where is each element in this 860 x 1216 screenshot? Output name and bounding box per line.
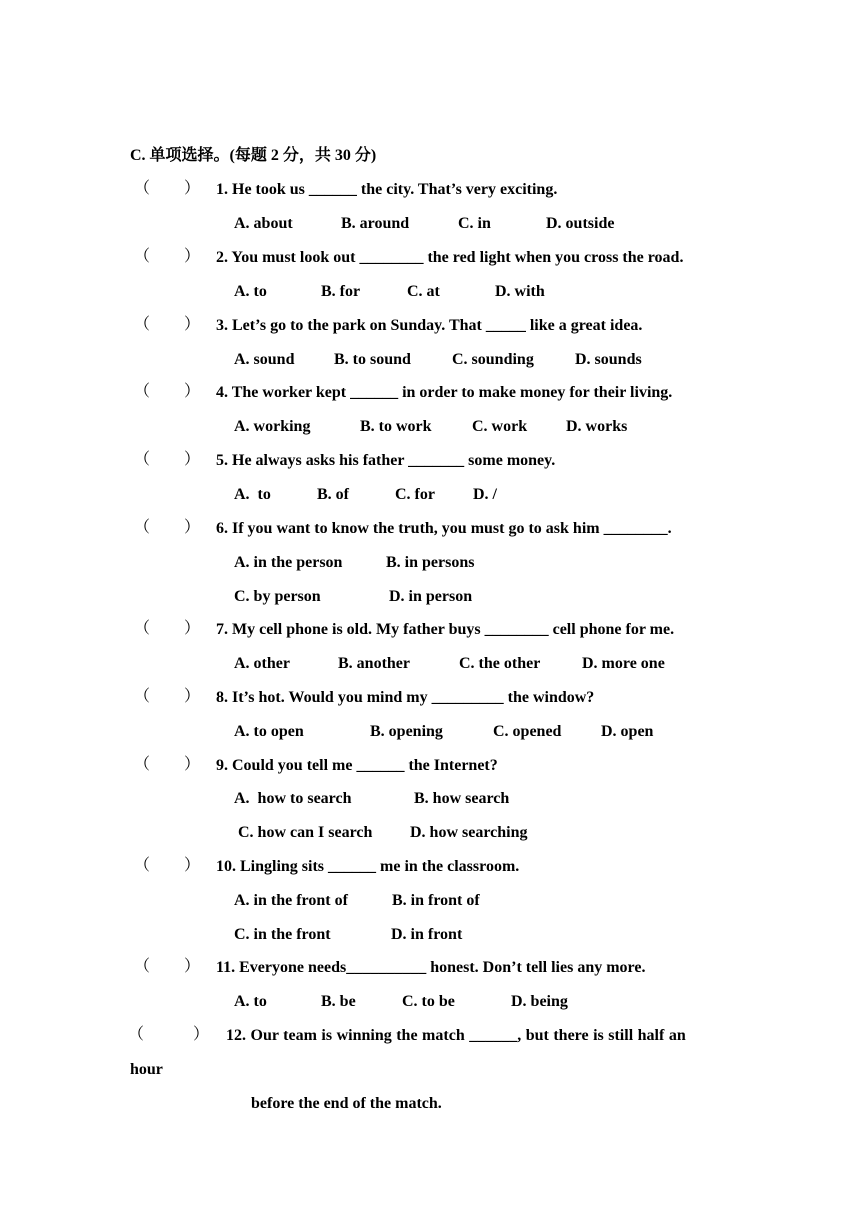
option: B. in persons [386,554,475,571]
answer-paren-open: （ [134,316,151,333]
option: D. outside [546,215,615,232]
option: C. how can I search [238,824,373,841]
option: A. sound [234,351,295,368]
answer-paren-close: ） [184,180,201,197]
option: C. in the front [234,926,331,943]
option: A. how to search [234,790,352,807]
answer-paren-open: （ [134,451,151,468]
option: A. working [234,418,311,435]
option: D. being [511,993,568,1010]
option: A. to [234,283,267,300]
option: B. to work [360,418,432,435]
section-title: C. 单项选择。(每题 2 分，共 30 分) [130,147,377,164]
answer-paren-close: ） [184,857,201,874]
option: A. in the person [234,554,343,571]
option: A. to open [234,723,304,740]
question-stem: 11. Everyone needs__________ honest. Don’t tell lies any more. [216,959,646,976]
option: D. / [473,486,497,503]
option: A. to [234,993,267,1010]
option: C. in [458,215,491,232]
option: B. how search [414,790,510,807]
answer-paren-open: （ [134,519,151,536]
option: D. more one [582,655,665,672]
option: C. at [407,283,440,300]
option: D. how searching [410,824,528,841]
question-stem: 4. The worker kept ______ in order to make money for their living. [216,384,673,401]
option: B. another [338,655,410,672]
answer-paren-close: ） [184,620,201,637]
answer-paren-close: ） [184,383,201,400]
question-stem: 6. If you want to know the truth, you must go to ask him ________. [216,520,672,537]
question-stem: 2. You must look out ________ the red light when you cross the road. [216,249,684,266]
answer-paren-open: （ [134,688,151,705]
answer-paren-close: ） [184,519,201,536]
answer-paren-open: （ [134,958,151,975]
question-stem: 1. He took us ______ the city. That’s very exciting. [216,181,558,198]
option: B. opening [370,723,443,740]
question-stem: 10. Lingling sits ______ me in the classroom. [216,858,520,875]
option: C. the other [459,655,541,672]
option: D. in front [391,926,463,943]
option: D. open [601,723,654,740]
answer-paren-open: （ [134,620,151,637]
option: A. about [234,215,293,232]
question-stem: 5. He always asks his father _______ some money. [216,452,556,469]
answer-paren-open: （ [134,857,151,874]
option: B. for [321,283,361,300]
answer-paren-close: ） [184,958,201,975]
question-stem: 7. My cell phone is old. My father buys ________ cell phone for me. [216,621,675,638]
option: C. sounding [452,351,534,368]
option: D. in person [389,588,473,605]
question-stem-continuation: before the end of the match. [251,1095,442,1112]
option: B. of [317,486,349,503]
answer-paren-close: ） [184,248,201,265]
answer-paren-close: ） [184,316,201,333]
option: D. works [566,418,628,435]
option: B. in front of [392,892,480,909]
option: B. around [341,215,410,232]
option: D. with [495,283,545,300]
question-stem: 12. Our team is winning the match ______, but there is still half an [226,1027,686,1044]
option: C. to be [402,993,455,1010]
option: A. other [234,655,290,672]
option: B. to sound [334,351,411,368]
answer-paren-open: （ [134,383,151,400]
question-stem: 3. Let’s go to the park on Sunday. That _____ like a great idea. [216,317,643,334]
answer-paren-close: ） [184,688,201,705]
question-stem-wrap: hour [130,1061,163,1078]
answer-paren-open: （ [134,248,151,265]
answer-paren-open: （ [134,180,151,197]
answer-paren-close: ） [184,451,201,468]
option: C. by person [234,588,321,605]
option: C. for [395,486,435,503]
answer-paren-open: （ [134,756,151,773]
question-stem: 9. Could you tell me ______ the Internet? [216,757,498,774]
option: C. opened [493,723,562,740]
option: D. sounds [575,351,642,368]
option: A. to [234,486,271,503]
option: B. be [321,993,356,1010]
answer-paren-close: ） [193,1026,210,1043]
question-stem: 8. It’s hot. Would you mind my _________ the window? [216,689,595,706]
option: A. in the front of [234,892,348,909]
answer-paren-close: ） [184,756,201,773]
option: C. work [472,418,528,435]
answer-paren-open: （ [128,1026,145,1043]
